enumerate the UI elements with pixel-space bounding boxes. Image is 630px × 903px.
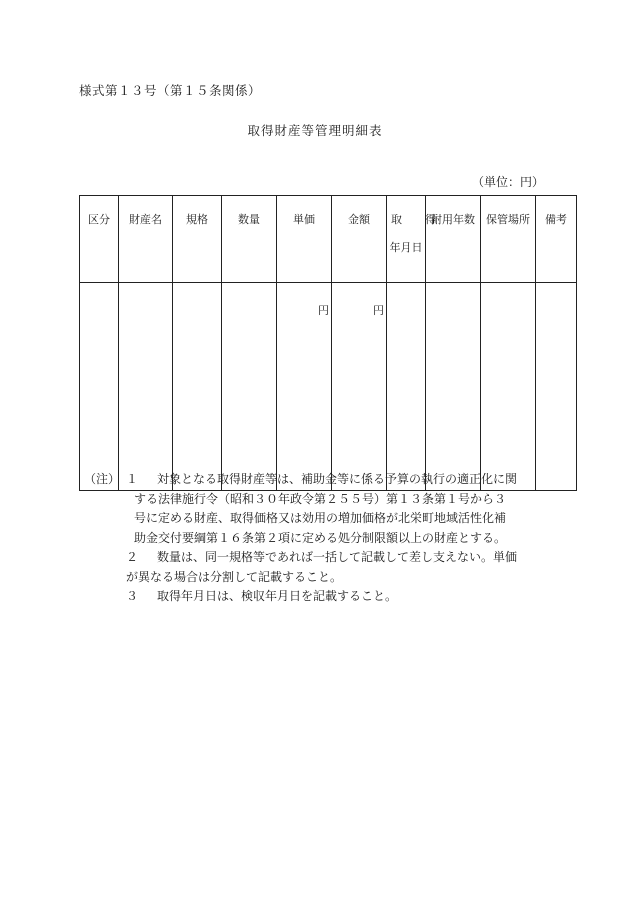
note-text-continued [84,490,554,549]
note-item [84,587,554,607]
note-text-continued [84,568,554,588]
column-header-acquisition-date [387,196,442,283]
unit-label: （単位：円） [471,175,544,189]
note-text: 数量は、同一規格等であれば一括して記載して差し支えない。単価 [145,550,518,564]
note-item [84,470,554,490]
column-header-useful-life: 耐用年数 [426,196,481,283]
note-number: １ [126,472,139,486]
acquisition-date-line1: 取 得 [391,213,442,226]
note-text: 対象となる取得財産等は、補助金等に係る予算の執行の適正化に関 [145,472,518,486]
cell-storage-location [481,283,536,491]
acquisition-date-line2: 年月日 [389,241,423,254]
document-title: 取得財産等管理明細表 [247,123,383,138]
cell-category [80,283,119,491]
cell-specification [173,283,222,491]
cell-acquisition-date [387,283,426,491]
column-header-specification: 規格 [173,196,222,283]
cell-property-name [119,283,173,491]
note-text: 取得年月日は、検収年月日を記載すること。 [145,589,398,603]
column-header-category: 区分 [80,196,119,283]
notes-section [84,470,554,607]
column-header-quantity: 数量 [222,196,277,283]
table-header-row [80,196,577,283]
column-header-storage-location: 保管場所 [481,196,536,283]
form-number: 様式第１３号（第１５条関係） [79,83,262,98]
cell-quantity [222,283,277,491]
property-ledger-table [79,195,577,491]
column-header-amount: 金額 [332,196,387,283]
notes-label: （注） [84,472,121,486]
note-line: が異なる場合は分割して記載すること。 [126,569,343,584]
note-number: ３ [126,589,139,603]
note-line: する法律施行令（昭和３０年政令第２５５号）第１３条第１号から３ [134,491,507,506]
column-header-unit-price: 単価 [277,196,332,283]
cell-useful-life [426,283,481,491]
table-row [80,283,577,491]
column-header-property-name: 財産名 [119,196,173,283]
cell-unit-price: 円 [277,283,332,491]
column-header-remarks: 備考 [536,196,577,283]
note-line: 号に定める財産、取得価格又は効用の増加価格が北栄町地域活性化補 [134,511,507,525]
note-number: ２ [126,550,139,564]
note-line: 助金交付要綱第１６条第２項に定める処分制限額以上の財産とする。 [134,530,507,545]
note-item [84,548,554,568]
cell-remarks [536,283,577,491]
cell-amount: 円 [332,283,387,491]
